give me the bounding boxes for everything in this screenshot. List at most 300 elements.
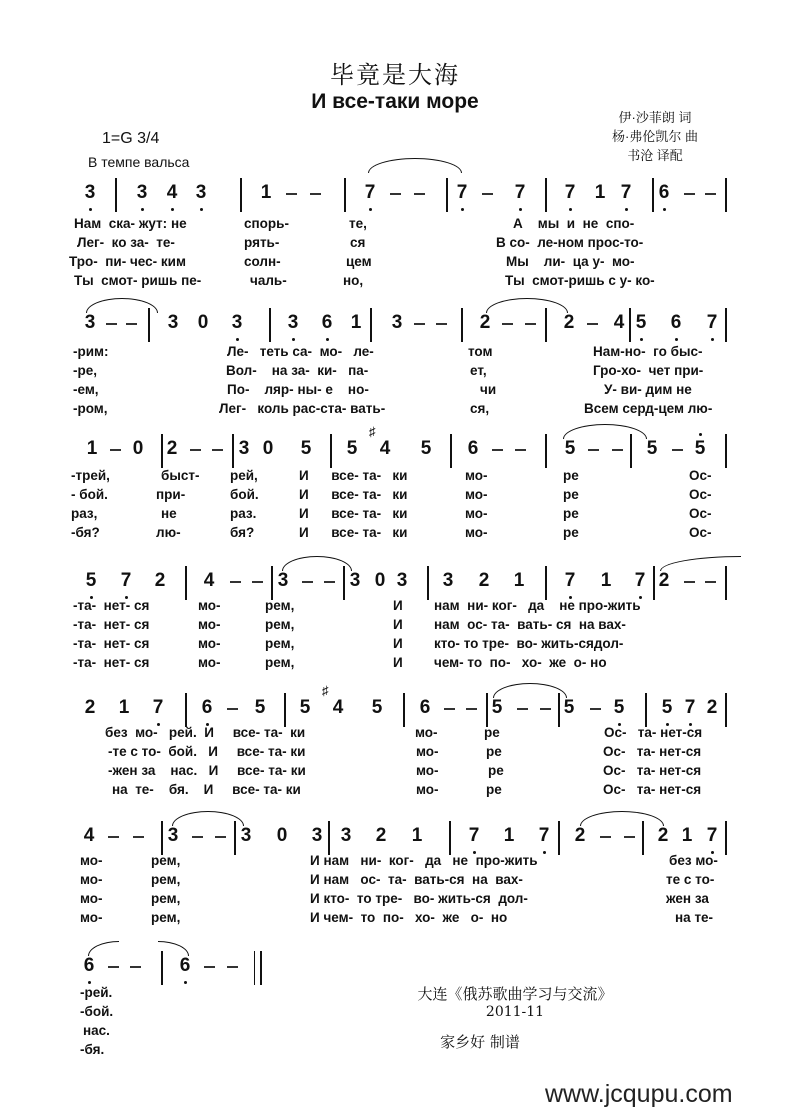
lyric-verse3: рем, xyxy=(151,891,181,906)
note: 1 xyxy=(86,438,98,459)
note: 2 xyxy=(166,438,178,459)
note: 3 xyxy=(349,570,361,591)
note: 3 xyxy=(83,182,97,204)
dash xyxy=(588,449,599,451)
barline xyxy=(558,693,560,727)
note: 0 xyxy=(197,312,209,333)
lyric-verse3: мо- xyxy=(416,763,439,778)
note: 4 xyxy=(83,825,95,846)
lyric-verse2: Ос- xyxy=(689,487,712,502)
lyric-verse2: Лег- ко за- те- xyxy=(77,235,175,250)
tie xyxy=(158,941,189,956)
lyric-verse4: Ос- та- нет-ся xyxy=(603,782,702,797)
note: 5 xyxy=(346,438,358,459)
note: 3 xyxy=(135,182,149,204)
dash xyxy=(502,323,513,325)
note: 5 xyxy=(563,697,575,718)
note: 6 xyxy=(657,182,671,204)
tie xyxy=(368,158,462,173)
lyric-verse3: И кто- то тре- во- жить-ся дол- xyxy=(310,891,528,906)
barline xyxy=(240,178,242,212)
lyric-verse1: ре xyxy=(563,468,579,483)
note: 2 xyxy=(563,312,575,333)
dash xyxy=(133,836,144,838)
note: 2 xyxy=(375,825,387,846)
dash xyxy=(227,966,238,968)
barline xyxy=(725,308,727,342)
dash xyxy=(227,708,238,710)
note: 4 xyxy=(613,312,625,333)
barline xyxy=(725,693,727,727)
lyric-verse4: -бя? xyxy=(71,525,100,540)
dash xyxy=(590,708,601,710)
barline xyxy=(725,434,727,468)
note: 0 xyxy=(374,570,386,591)
note: 7 xyxy=(563,570,577,592)
lyric-verse1: рем, xyxy=(151,853,181,868)
lyric-verse1: Ос- та- нет-ся xyxy=(604,725,703,740)
lyric-verse1: ре xyxy=(484,725,500,740)
lyric-verse2: -те с то- бой. И все- та- ки xyxy=(108,744,306,759)
note: 2 xyxy=(657,825,669,846)
barline xyxy=(446,178,448,212)
lyric-verse3: И все- та- ки xyxy=(299,506,408,521)
dash xyxy=(515,449,526,451)
barline xyxy=(642,821,644,855)
lyric-verse4: чаль- xyxy=(250,273,287,288)
lyric-verse3: цем xyxy=(346,254,372,269)
title-russian: И все-таки море xyxy=(311,90,479,113)
barline xyxy=(725,566,727,600)
sharp-icon: ♯ xyxy=(322,683,329,698)
dash xyxy=(302,581,313,583)
lyric-verse3: Ос- та- нет-ся xyxy=(603,763,702,778)
tie xyxy=(282,556,352,571)
credit-lyricist: 伊·沙菲朗 词 xyxy=(618,110,692,125)
lyric-verse3: -жен за нас. И все- та- ки xyxy=(108,763,306,778)
note: 7 xyxy=(683,697,697,719)
lyric-verse4: лю- xyxy=(156,525,181,540)
lyric-verse4: мо- xyxy=(198,655,221,670)
lyric-verse2: мо- xyxy=(416,744,439,759)
dash xyxy=(525,323,536,325)
lyric-verse1: том xyxy=(468,344,493,359)
barline xyxy=(403,693,405,727)
note: 5 xyxy=(371,697,383,718)
barline xyxy=(450,434,452,468)
note: 2 xyxy=(154,570,166,591)
dash xyxy=(466,708,477,710)
dash xyxy=(414,323,425,325)
lyric-verse4: но, xyxy=(343,273,364,288)
lyric-verse1: рем, xyxy=(265,598,295,613)
barline xyxy=(269,308,271,342)
note: 7 xyxy=(455,182,469,204)
note: 5 xyxy=(693,438,707,460)
note: 5 xyxy=(420,438,432,459)
dash xyxy=(192,836,203,838)
note: 7 xyxy=(705,825,719,847)
note: 5 xyxy=(254,697,266,718)
dash xyxy=(540,708,551,710)
barline xyxy=(545,308,547,342)
dash xyxy=(705,193,716,195)
lyric-verse3: ре xyxy=(563,506,579,521)
lyric-verse3: раз. xyxy=(230,506,257,521)
note: 1 xyxy=(513,570,525,591)
barline xyxy=(725,821,727,855)
note: 3 xyxy=(167,825,179,846)
lyric-verse1: Нам-но- го быс- xyxy=(593,344,703,359)
note: 3 xyxy=(277,570,289,591)
lyric-verse1: -рим: xyxy=(73,344,109,359)
lyric-verse4: -та- нет- ся xyxy=(73,655,150,670)
note: 6 xyxy=(419,697,431,718)
note: 1 xyxy=(600,570,612,591)
note: 7 xyxy=(363,182,377,204)
lyric-verse2: ре xyxy=(563,487,579,502)
tie xyxy=(660,556,741,571)
date: 2011-11 xyxy=(485,1004,545,1020)
lyric-verse2: И нам ос- та- вать-ся на вах- xyxy=(310,872,523,887)
lyric-verse4: И все- та- ки xyxy=(299,525,408,540)
lyric-verse4: мо- xyxy=(465,525,488,540)
tie xyxy=(493,683,567,698)
barline xyxy=(344,178,346,212)
barline xyxy=(427,566,429,600)
note: 7 xyxy=(151,697,165,719)
note: 5 xyxy=(564,438,576,459)
note: 2 xyxy=(479,312,491,333)
lyric-verse4: Лег- коль рас-ста- вать- xyxy=(219,401,386,416)
lyric-verse2: рять- xyxy=(244,235,280,250)
dash xyxy=(230,581,241,583)
dash xyxy=(482,193,493,195)
dash xyxy=(130,966,141,968)
dash xyxy=(110,449,121,451)
lyric-verse2: ре xyxy=(486,744,502,759)
lyric-verse2: нам ос- та- вать- ся на вах- xyxy=(434,617,626,632)
lyric-verse4: чем- то по- хо- же о- но xyxy=(434,655,607,670)
credit-composer: 杨·弗伦凯尔 曲 xyxy=(612,129,698,144)
note: ♯ 4 xyxy=(369,424,391,459)
lyric-verse4: Ты смот- ришь пе- xyxy=(74,273,202,288)
note: 6 xyxy=(320,312,334,334)
lyric-verse3: У- ви- дим не xyxy=(604,382,692,397)
dash xyxy=(444,708,455,710)
barline xyxy=(343,566,345,600)
lyric-verse1: мо- xyxy=(198,598,221,613)
lyric-verse1: рей, xyxy=(230,468,258,483)
source-credit: 大连《俄苏歌曲学习与交流》 xyxy=(417,985,613,1003)
barline xyxy=(461,308,463,342)
lyric-verse1: те, xyxy=(349,216,367,231)
note: 6 xyxy=(467,438,479,459)
note: 5 xyxy=(299,697,311,718)
lyric-verse1: быст- xyxy=(161,468,200,483)
dash xyxy=(684,581,695,583)
note: 3 xyxy=(286,312,300,334)
note: 4 xyxy=(203,570,215,591)
note: 7 xyxy=(633,570,647,592)
note: 3 xyxy=(238,438,250,459)
note: 5 xyxy=(84,570,98,592)
barline xyxy=(630,434,632,468)
lyric-verse4: -бя. xyxy=(80,1042,105,1057)
lyric-verse1: без мо- рей. И все- та- ки xyxy=(105,725,306,740)
note: 3 xyxy=(340,825,352,846)
lyric-verse3: нас. xyxy=(83,1023,110,1038)
lyric-verse2: -ре, xyxy=(73,363,98,378)
lyric-verse1: Ле- теть са- мо- ле- xyxy=(227,344,374,359)
lyric-verse3: мо- xyxy=(465,506,488,521)
note: 6 xyxy=(82,955,96,977)
note: 3 xyxy=(391,312,403,333)
lyric-verse3: жен за xyxy=(666,891,709,906)
note: 5 xyxy=(491,697,503,718)
lyric-verse2: мо- xyxy=(465,487,488,502)
dash xyxy=(215,836,226,838)
lyric-verse3: рем, xyxy=(265,636,295,651)
dash xyxy=(204,966,215,968)
barline xyxy=(545,566,547,600)
dash xyxy=(684,193,695,195)
note: 3 xyxy=(230,312,244,334)
note: 6 xyxy=(178,955,192,977)
lyric-verse4: И чем- то по- хо- же о- но xyxy=(310,910,508,925)
dash xyxy=(672,449,683,451)
note: 7 xyxy=(563,182,577,204)
dash xyxy=(324,581,335,583)
lyric-verse2: -бой. xyxy=(80,1004,114,1019)
barline xyxy=(161,434,163,468)
barline xyxy=(653,566,655,600)
lyric-verse1: мо- xyxy=(415,725,438,740)
lyric-verse4: рем, xyxy=(265,655,295,670)
lyric-verse1: -трей, xyxy=(71,468,110,483)
barline xyxy=(370,308,372,342)
lyric-verse2: рем, xyxy=(151,872,181,887)
note: 7 xyxy=(119,570,133,592)
tie xyxy=(563,424,647,439)
dash xyxy=(612,449,623,451)
credits xyxy=(600,108,710,165)
dash xyxy=(390,193,401,195)
lyric-verse4: Ты смот-ришь с у- ко- xyxy=(505,273,655,288)
lyric-verse3: мо- xyxy=(80,891,103,906)
barline xyxy=(161,821,163,855)
dash xyxy=(492,449,503,451)
barline xyxy=(284,693,286,727)
tie xyxy=(88,941,119,956)
barline xyxy=(486,693,488,727)
final-barline xyxy=(254,951,262,985)
barline xyxy=(545,434,547,468)
note: 3 xyxy=(194,182,208,204)
lyric-verse4: на те- xyxy=(675,910,714,925)
lyric-verse3: Мы ли- ца у- мо- xyxy=(506,254,635,269)
dash xyxy=(310,193,321,195)
lyric-verse2: при- xyxy=(156,487,186,502)
dash xyxy=(517,708,528,710)
lyric-verse2: рем, xyxy=(265,617,295,632)
dash xyxy=(624,836,635,838)
dash xyxy=(212,449,223,451)
note: 7 xyxy=(705,312,719,334)
barline xyxy=(645,693,647,727)
note: 2 xyxy=(706,697,718,718)
lyric-verse2: мо- xyxy=(80,872,103,887)
lyric-verse2: Вол- на за- ки- па- xyxy=(226,363,369,378)
note: 1 xyxy=(411,825,423,846)
barline xyxy=(115,178,117,212)
lyric-verse3: Тро- пи- чес- ким xyxy=(69,254,186,269)
lyric-verse2: ет, xyxy=(470,363,487,378)
note: 3 xyxy=(240,825,252,846)
lyric-verse2: мо- xyxy=(198,617,221,632)
barline xyxy=(234,821,236,855)
note: 3 xyxy=(167,312,179,333)
dash xyxy=(587,323,598,325)
note: 7 xyxy=(513,182,527,204)
lyric-verse2: Гро-хо- чет при- xyxy=(593,363,704,378)
dash xyxy=(600,836,611,838)
lyric-verse1: мо- xyxy=(465,468,488,483)
lyric-verse1: нам ни- ког- да не про-жить xyxy=(434,598,641,613)
lyric-verse1: -та- нет- ся xyxy=(73,598,150,613)
note: 2 xyxy=(84,697,96,718)
lyric-verse3: -та- нет- ся xyxy=(73,636,150,651)
lyric-verse2: те с то- xyxy=(666,872,715,887)
note: 5 xyxy=(646,438,658,459)
lyric-verse4: -ром, xyxy=(73,401,108,416)
barline xyxy=(449,821,451,855)
barline xyxy=(545,178,547,212)
barline xyxy=(558,821,560,855)
lyric-verse1: -рей. xyxy=(80,985,113,1000)
lyric-verse4: мо- xyxy=(416,782,439,797)
lyric-verse3: солн- xyxy=(244,254,281,269)
barline xyxy=(271,566,273,600)
lyric-verse1: Ос- xyxy=(689,468,712,483)
lyric-verse2: бой. xyxy=(230,487,259,502)
note: 7 xyxy=(619,182,633,204)
lyric-verse4: ре xyxy=(563,525,579,540)
tie xyxy=(580,811,664,826)
barline xyxy=(185,693,187,727)
lyric-verse4: рем, xyxy=(151,910,181,925)
lyric-verse3: По- ляр- ны- е но- xyxy=(227,382,369,397)
credit-translator: 书沧 译配 xyxy=(627,148,683,163)
lyric-verse3: мо- xyxy=(198,636,221,651)
tie xyxy=(486,298,568,313)
lyric-verse4: на те- бя. И все- та- ки xyxy=(112,782,301,797)
note: 1 xyxy=(260,182,272,203)
barline xyxy=(185,566,187,600)
dash xyxy=(414,193,425,195)
note: 0 xyxy=(132,438,144,459)
note: ♯ 4 xyxy=(322,683,344,718)
barline xyxy=(330,434,332,468)
barline xyxy=(232,434,234,468)
barline xyxy=(652,178,654,212)
lyric-verse3: -ем, xyxy=(73,382,99,397)
sharp-icon: ♯ xyxy=(369,424,376,439)
dash xyxy=(106,323,117,325)
note: 3 xyxy=(311,825,323,846)
lyric-verse1: А мы и не спо- xyxy=(513,216,635,231)
dash xyxy=(190,449,201,451)
note: 6 xyxy=(200,697,214,719)
lyric-verse4: ся, xyxy=(470,401,490,416)
note: 6 xyxy=(669,312,683,334)
lyric-verse3: Ос- xyxy=(689,506,712,521)
barline xyxy=(161,951,163,985)
lyric-verse4: Всем серд-цем лю- xyxy=(584,401,713,416)
lyric-verse1: И xyxy=(393,598,403,613)
dash xyxy=(126,323,137,325)
lyric-verse2: - бой. xyxy=(71,487,108,502)
lyric-verse2: Ос- та- нет-ся xyxy=(603,744,702,759)
note: 5 xyxy=(660,697,674,719)
note: 5 xyxy=(634,312,648,334)
lyric-verse4: ре xyxy=(486,782,502,797)
dash xyxy=(286,193,297,195)
note: 7 xyxy=(467,825,481,847)
lyric-verse1: И нам ни- ког- да не про-жить xyxy=(310,853,538,868)
dash xyxy=(705,581,716,583)
barline xyxy=(629,308,631,342)
lyric-verse2: -та- нет- ся xyxy=(73,617,150,632)
note: 2 xyxy=(574,825,586,846)
lyric-verse2: В со- ле-ном прос-то- xyxy=(496,235,644,250)
note: 0 xyxy=(276,825,288,846)
note: 1 xyxy=(594,182,606,203)
note: 3 xyxy=(396,570,408,591)
barline xyxy=(725,178,727,212)
lyric-verse1: Нам ска- жут: не xyxy=(74,216,187,231)
lyric-verse4: Ос- xyxy=(689,525,712,540)
lyric-verse1: мо- xyxy=(80,853,103,868)
dash xyxy=(436,323,447,325)
note: 3 xyxy=(442,570,454,591)
note: 5 xyxy=(612,697,626,719)
lyric-verse3: чи xyxy=(480,382,497,397)
lyric-verse4: бя? xyxy=(230,525,255,540)
lyric-verse2: И все- та- ки xyxy=(299,487,408,502)
note: 2 xyxy=(478,570,490,591)
dash xyxy=(108,966,119,968)
lyric-verse2: ся xyxy=(350,235,366,250)
lyric-verse2: И xyxy=(393,617,403,632)
lyric-verse3: И xyxy=(393,636,403,651)
barline xyxy=(148,308,150,342)
lyric-verse3: ре xyxy=(488,763,504,778)
barline xyxy=(328,821,330,855)
dash xyxy=(108,836,119,838)
note: 1 xyxy=(681,825,693,846)
key-time-signature: 1=G 3/4 xyxy=(102,130,160,147)
lyric-verse1: И все- та- ки xyxy=(299,468,408,483)
note: 1 xyxy=(503,825,515,846)
transcriber: 家乡好 制谱 xyxy=(440,1033,520,1051)
lyric-verse1: спорь- xyxy=(244,216,289,231)
lyric-verse3: не xyxy=(161,506,177,521)
note: 1 xyxy=(350,312,362,333)
lyric-verse3: раз, xyxy=(71,506,98,521)
note: 3 xyxy=(84,312,96,333)
note: 7 xyxy=(537,825,551,847)
